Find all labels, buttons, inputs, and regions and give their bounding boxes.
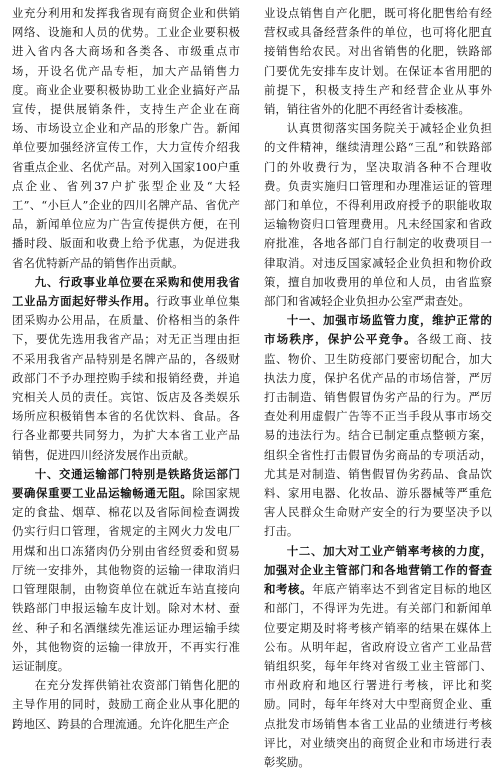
paragraph-body: 年底产销率达不到省定目标的地区和部门，不得评为先进。有关部门和新闻单位要定期及时将考核产销率的结果在媒体上公布。从明年起，省政府设立省产工业品营销组织奖，每年年终对省级工业主管部门、市州政府和地区行署进行考核，评比和奖励。同时，每年年终对大中型商贸企业、重点批发市场销售本省工业品的业绩进行考核评比，对业绩突出的商贸企业和市场进行表彰奖励。: [264, 582, 492, 769]
section-heading: 九、行政事业单位要在采购和使用我省工业品方面起好带头作用。: [12, 274, 240, 309]
paragraph: 认真贯彻落实国务院关于减轻企业负担的文件精神，继续清理公路“三乱”和铁路部门的外收费行为，坚决取消各种不合理收费。负责实施归口管理和办理准运证的管理部门和单位，不得利用政府授予的职能收取运输物资归口管理费用。凡未经国家和省政府批准，各地各部门自行制定的收费项目一律取消。对违反国家减轻企业负担和物价政策，擅自加收费用的单位和人员，由省监察部门和省减轻企业负担办公室严肃查处。: [264, 121, 492, 309]
paragraph: 业充分利用和发挥我省现有商贸企业和供销网络、设施和人员的优势。工业企业要积极进入省内各大商场和各类各、市级重点市场，开设名优产品专柜，加大产品销售力度。商业企业要积极协助工业企业搞好产品宣传，提供展销条件，支持生产企业在商场、市场设立企业和产品的形象广告。新闻单位要加强经济宣传工作，大力宣传介绍我省重点企业、名优产品。对列入国家100户重点企业、省列37户扩张型企业及“大轻工”、“小巨人”企业的四川名牌产品、省优产品，新闻单位应为广告宣传提供方便，在刊播时段、版面和收费上给予优惠，为促进我省名优特新产品的销售作出贡献。: [12, 6, 240, 270]
paragraph: [12, 465, 240, 676]
paragraph-body: 除国家规定的食盐、烟草、棉花以及省际间检查调拨仍实行归口管理，省规定的主网火力发电厂用煤和出口冻猪肉仍分别由省经贸委和贸易厅统一安排外，其他物资的运输一律取消归口管理限制，由物资单位在就近车站直接向铁路部门申报运输车皮计划。除对木材、蚕丝、种子和名酒继续先准运证办理运输手续外，其他物资的运输一律放开，不再实行准运证制度。: [12, 486, 240, 673]
section-heading: 十、交通运输部门特别是铁路货运部门要确保重要工业品运输畅通无阻。: [12, 466, 240, 501]
section-heading: 十二、加大对工业产销率考核的力度，加强对企业主管部门和各地营销工作的督查和考核。: [264, 543, 492, 597]
paragraph: [264, 311, 492, 541]
paragraph: 在充分发挥供销社农资部门销售化肥的主导作用的同时，鼓励工商企业从事化肥的跨地区、跨县的合理流通。允许化肥生产企: [12, 678, 240, 731]
paragraph-body: 各级工商、技监、物价、卫生防疫部门要密切配合，加大执法力度，保护名优产品的市场信誉，严厉打击制造、销售假冒伪劣产品的行为。严厉查处利用虚假广告等不正当手段从事市场交易的违法行为。结合已制定重点整顿方案，组织全省性打击假冒伪劣商品的专项活动，尤其是对制造、销售假冒伪劣药品、食品饮料、家用电器、化妆品、游乐器械等严重危害人民群众生命财产安全的行为要坚决予以打击。: [264, 332, 492, 539]
paragraph: [12, 273, 240, 465]
section-heading: 十一、加强市场监管力度，维护正常的市场秩序，保护公平竞争。: [264, 313, 492, 347]
right-column: [264, 4, 492, 769]
left-column: [12, 4, 240, 731]
paragraph-body: 行政事业单位集团采购办公用品，在质量、价格相当的条件下，要优先选用我省产品；对无正当理由拒不采用我省产品特别是名牌产品的，各级财政部门不予办理控购手续和报销经费，并追究相关人员的责任。宾馆、饭店及各类娱乐场所应积极销售本省的名优饮料、食品。各行各业都要共同努力，为扩大本省工业产品销售，促进四川经济发展作出贡献。: [12, 294, 240, 462]
paragraph: [264, 542, 492, 772]
paragraph: 业设点销售自产化肥，既可将化肥售给有经营权或具备经营条件的单位，也可将化肥直接销售给农民。对出省销售的化肥，铁路部门要优先安排车皮计划。在保证本省用肥的前提下，积极支持生产和经营企业从事外销，销往省外的化肥不再经省计委核准。: [264, 6, 492, 117]
